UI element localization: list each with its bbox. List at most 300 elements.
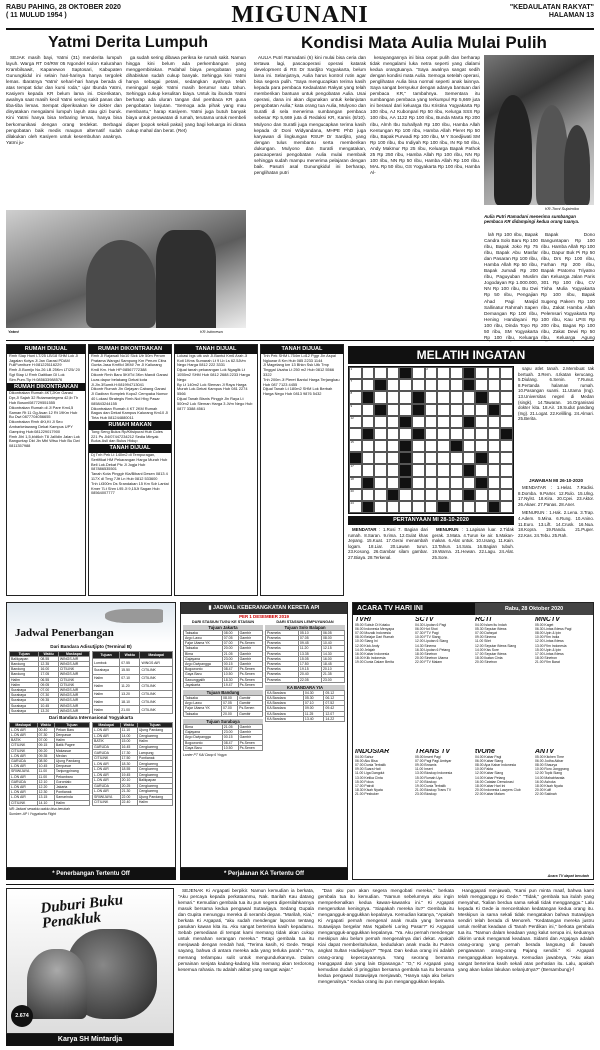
crossword-cell[interactable] xyxy=(475,379,488,391)
classified-heading: TANAH DIJUAL xyxy=(261,345,343,354)
crossword-cell[interactable] xyxy=(387,367,400,379)
crossword-cell[interactable] xyxy=(387,379,400,391)
crossword-cell xyxy=(399,464,412,476)
table-cell: 13.20 xyxy=(39,708,58,713)
tv-program: 17.00 Lintas iNews xyxy=(535,651,564,656)
crossword-cell-number: 15 xyxy=(350,440,354,444)
crossword-cell[interactable] xyxy=(412,379,425,391)
crossword-cell[interactable] xyxy=(425,501,438,513)
table-cell: 18.55 xyxy=(120,767,137,773)
crossword-cell[interactable] xyxy=(399,501,412,513)
article-aulia-col3: lah Rp 100 ribu, Bapak Candra Solo Baru Rp 100 ribu, Bapak Joko Rp 75 ribu, Bapak Abu Masfar dan Pasaran Rp 100 ribu, Hamba Allah Rp 50 ribu, Bapak Jumadi Rp 200 ribu, Paguyuban Muslim Jogodayan Rp 1.000.000, NN Rp 100 ribu, Bu Dwi Rp 50 ribu, Pengajian Ahad Pagi Masjid Sallinatur Rahmah Sapen Demangan Rp 100 ribu, Hening Handayani Rp 100 ribu, Dinda Toyo Rp 50 ribu, SM Yogyakarta Rp 100 ribu, Keluarga xyxy=(484,232,538,340)
table-cell: 08.47 xyxy=(222,667,238,672)
crossword-cell[interactable] xyxy=(349,404,362,416)
crossword-cell[interactable] xyxy=(475,501,488,513)
crossword-cell[interactable] xyxy=(488,379,501,391)
crossword-cell[interactable] xyxy=(374,428,387,440)
table-cell: 08.00 xyxy=(222,630,238,635)
crossword-cell[interactable] xyxy=(437,477,450,489)
table-cell: WINGS AIR xyxy=(58,662,89,667)
tv-program: 19.00 Dunia Dalam Berita xyxy=(355,659,394,664)
tv-channel-block xyxy=(535,617,591,745)
tv-footer: Acara TV dapat berubah xyxy=(547,873,589,878)
table-cell: Ujung Pandang xyxy=(54,759,89,764)
crossword-cell[interactable] xyxy=(450,391,463,403)
table-cell: Gambir xyxy=(238,630,262,635)
table-cell: L.ON AIR xyxy=(93,789,121,795)
table-cell: Pekanbaru xyxy=(54,774,89,779)
crossword-cell[interactable] xyxy=(450,428,463,440)
train-row xyxy=(184,706,263,711)
crossword-cell[interactable] xyxy=(500,464,513,476)
crossword-cell[interactable] xyxy=(425,440,438,452)
tv-program: 12.00 Kick Andy xyxy=(355,643,380,648)
tv-program: 07.00 Dahsyat xyxy=(475,631,497,636)
table-cell: 19.47 xyxy=(222,682,238,687)
table-cell: Prameks xyxy=(266,677,299,682)
classified-ad: Dijual tanah pekarangan Lok Ngaglik Lt 1055m2 SHM Hub 0812 2688 2233 Harga Nego xyxy=(177,367,250,382)
crossword-cell[interactable] xyxy=(463,391,476,403)
crossword-cell[interactable] xyxy=(425,391,438,403)
crossword-cell[interactable] xyxy=(412,440,425,452)
tv-program: 12.00 Seputar iNews Siang xyxy=(475,643,517,648)
crossword-cell[interactable] xyxy=(500,452,513,464)
crossword-cell[interactable] xyxy=(374,464,387,476)
flight-row xyxy=(93,706,173,714)
train-row xyxy=(266,701,345,706)
crossword-cell[interactable] xyxy=(437,367,450,379)
train-col-title-lempuyangan: DARI STASIUN LEMPUYANGAN xyxy=(276,619,334,624)
crossword-cell[interactable] xyxy=(425,404,438,416)
table-cell: 20.00 xyxy=(222,711,238,716)
crossword-cell[interactable] xyxy=(349,440,362,452)
crossword-cell[interactable] xyxy=(437,416,450,428)
crossword-cell[interactable] xyxy=(463,477,476,489)
crossword-cell[interactable] xyxy=(349,416,362,428)
crossword-cell[interactable] xyxy=(500,477,513,489)
crossword-cell[interactable] xyxy=(450,416,463,428)
crossword-cell[interactable] xyxy=(387,464,400,476)
crossword-cell[interactable] xyxy=(450,464,463,476)
table-cell: Denpasar xyxy=(54,764,89,769)
train-col-title-tugu: DARI STASIUN TUGU KE STASIUN xyxy=(191,619,255,624)
flight-row xyxy=(10,800,90,805)
crossword-cell[interactable] xyxy=(349,477,362,489)
table-cell: Bima xyxy=(184,725,223,730)
crossword-cell[interactable] xyxy=(500,416,513,428)
crossword-cell xyxy=(412,404,425,416)
table-cell: Cengkareng xyxy=(137,744,172,750)
article-aulia-col2: kesayangannya ini bisa cepat pulih dan berharap tidak mengalami luka netra seperti yang dialami kedua orangtuanya. "Saya awalnya sangat sedih dengan kondisi mata Aulia. Semoga setelah operasi, penglihatan Aulia bisa normal seperti anak lainnya. Saya sangat bersyukur dengan adanya bantuan dari pembaca KR," tambahnya. Sementara itu sumbangan pembaca yang terkumpul Rp 5,669 juta ini berasal dari keluarga Ibu Kristina Yogyakarta Rp 100 ribu, AJ Kubonpari Rp 50 ribu, Kelurga SSS Rp 100 ribu, AA 1122 Rp 100 ribu, Bunda Marta Rp 200 ribu, Almh Ibu Suhallyah Rp 100 ribu, Hamba Allah Kentungan Rp 100 ribu, Hamba Allah Pleret Rp 50 ribu, Bapak Purwadi Rp 100 ribu, M Y Soedjiwati SM Rp 100 ribu, Ibu Indiyah Rp 100 ribu, IN Rp 50 ribu, Andy Makmur Rp 25 ribu, Keluarga Bapak Pathok 25 Rp 250 ribu, Hamba Allah Rp 100 ribu, NN Rp 100 ribu, NN Rp 50 ribu, Hamba Allah Rp 100 ribu. MAL Rp 50 ribu, GS Yogyakarta Rp 100 ribu, Hamba Al- xyxy=(370,55,480,175)
tv-program: 06.00 Kabar Siang xyxy=(475,759,504,764)
article-aulia-col4: Bapak Dono Banguntapan Rp 100 ribu. Hamba Allah Rp 100 ribu, Dapur Buk Pi Rp 50 ribu, Drs Rp 100 ribu, Farhan Rp 200 ribu, Bapak Pratomo Triyatno dan Keluarga Jalan Paris 301 Rp 100 ribu, CV Tisha Mulia Yogyakarta Rp 100 ribu, Bapak Sugeng Pakem Rp 100 ribu, Zakat Hamba Allah Pelemsari Yogyakarta Rp 100 ribu, Kau LPIS Rp 200 ribu, Bagas Rp 100 ribu, Zakat Dewi Rp 50 ribu, Keluarga Agung xyxy=(541,232,595,340)
tv-program: 20.00 Sinetron xyxy=(475,659,498,664)
crossword-cell[interactable] xyxy=(374,501,387,513)
header-right xyxy=(510,4,594,20)
crossword-cell[interactable] xyxy=(349,489,362,501)
crossword-cell[interactable] xyxy=(437,404,450,416)
crossword-cell[interactable] xyxy=(437,379,450,391)
table-cell: L.ON AIR xyxy=(93,728,121,734)
crossword-cell[interactable] xyxy=(500,440,513,452)
tv-program: 05.30 Seputar iNews xyxy=(475,627,507,632)
tv-program: 13.00 Bioskop Indonesia xyxy=(415,771,453,776)
table-cell: Sawunggalih xyxy=(184,677,223,682)
crossword-cell[interactable] xyxy=(450,477,463,489)
crossword-cell[interactable] xyxy=(437,452,450,464)
table-cell: Argo Lawu xyxy=(184,635,223,640)
crossword-cell[interactable] xyxy=(488,440,501,452)
crossword-cell[interactable] xyxy=(412,416,425,428)
flight-table-left xyxy=(9,651,90,714)
crossword-cell[interactable] xyxy=(399,428,412,440)
crossword-cell[interactable] xyxy=(387,477,400,489)
crossword-cell[interactable] xyxy=(437,489,450,501)
crossword-cell[interactable] xyxy=(488,477,501,489)
tv-program: 04.00 Sahur xyxy=(355,755,374,760)
crossword-cell[interactable] xyxy=(425,489,438,501)
tv-program: 06.00 Jodha Akbar xyxy=(535,759,564,764)
table-cell: Prameks xyxy=(266,656,299,661)
classified-ad: Tnh Pek SHM L754m Ld12 Pggr Jln Aspal Ngluwar 8 Km Hub 085 2233 1144 xyxy=(263,352,336,363)
crossword-cell[interactable] xyxy=(349,379,362,391)
tv-program: 13.00 Ketika Cinta xyxy=(355,775,383,780)
table-cell: 12.30 xyxy=(37,790,54,795)
crossword-cell[interactable] xyxy=(362,379,375,391)
table-cell: Prameks xyxy=(266,667,299,672)
table-cell: Gambir xyxy=(238,646,262,651)
caption-aulia: Aulia Putri Ramadani menerima sumbangan pembaca KR didampingi kedua orang tuanya. xyxy=(484,214,580,225)
table-header: Maskapai xyxy=(93,722,121,728)
table-cell: Halim xyxy=(93,674,120,682)
tv-channel-block xyxy=(355,617,411,745)
crossword-cell[interactable] xyxy=(412,464,425,476)
crossword-cell[interactable] xyxy=(349,428,362,440)
crossword-cell[interactable] xyxy=(475,489,488,501)
illustration-figure xyxy=(27,949,87,1019)
train-table-jakarta xyxy=(183,630,263,688)
crossword-cell[interactable] xyxy=(437,440,450,452)
crossword-cell[interactable] xyxy=(488,416,501,428)
classified-ad: Bp Lt 140m2 Lok Sleman Jl Raya Harga Murah Lok.Dekat Kampus Hub 081 2274 5566 xyxy=(177,381,248,397)
table-cell: 17.50 xyxy=(298,661,321,666)
table-header: Tujuan xyxy=(54,722,89,727)
crossword-cell[interactable] xyxy=(425,464,438,476)
crossword-cell[interactable] xyxy=(349,464,362,476)
crossword-cell[interactable] xyxy=(374,367,387,379)
crossword-cell xyxy=(362,391,375,403)
article-aulia-col1: AULIA Putri Ramadani (6) kini mulai bisa ceria dan tertawa lagi, pascaoperasi operasi katarak development di RS Dr Sardjito Yogyakarta, belum lama ini. Selanjutnya, Aulia harus kontrol rutin agar bisa segera pulih. "Saya mengucapkan terima kasih kepada para pembaca Kedaulatan Rakyat yang telah memberikan bantuan untuk pengobatan Aulia. Usai operasi, dana ini akan digunakan untuk kelanjutan pengobatan Aulia," kata orang tua Aulia, Mulyono dan Suratli di sela menerima sumbangan pembaca sebesar Rp 5,669 juta di Redaksi KR, Kamis (8/10). Mulyono dan Suratli juga mengucapkan terima kasih kepada dr Doni Widyandana, MHPE PhD juga karyawan di lingkungan RSUP Dr Sardjito, yang dengan tulus membantu serta memberikan dukungan. Mulyono dan Suratli mengatakan, pascaoperasi pengobatan Aulia mulai membaik sehingga sudah mampu menerima pelajaran dengan baik. Pasutri asal Gunungkidul ini berharap, penglihatan putri xyxy=(254,55,366,175)
crossword-cell[interactable] xyxy=(387,428,400,440)
table-cell: 20.10 xyxy=(321,667,344,672)
table-cell: Gajayana xyxy=(184,656,223,661)
crossword-cell[interactable] xyxy=(412,367,425,379)
table-cell: CITILINK xyxy=(140,690,173,698)
crossword-cell[interactable] xyxy=(349,391,362,403)
train-row xyxy=(184,630,263,635)
table-cell: Gaya Baru xyxy=(184,745,223,750)
table-cell: 00.40 xyxy=(37,727,54,732)
table-cell: 09.35 xyxy=(37,753,54,758)
crossword-cell[interactable] xyxy=(362,464,375,476)
crossword-cell[interactable] xyxy=(362,416,375,428)
crossword-cell[interactable] xyxy=(412,501,425,513)
table-cell: L.ON AIR xyxy=(93,761,121,767)
crossword-cell[interactable] xyxy=(475,440,488,452)
flight-title: Jadwal Penerbangan xyxy=(15,627,114,639)
crossword-cell[interactable] xyxy=(399,489,412,501)
table-cell: 17.50 xyxy=(120,755,137,761)
train-row xyxy=(266,716,345,721)
crossword-cell-number: 7 xyxy=(350,379,353,384)
crossword-cell[interactable] xyxy=(488,489,501,501)
classified-ad: Dj Tnh Pek Lt 140m2 di Tempuragan, Sertifikat HM Pekarangan Harga Murah Hub Beli Lok.Dekat Ptc Jl Jogja Hub 087886535501 xyxy=(91,451,168,472)
table-cell: 22.00 xyxy=(120,794,137,800)
table-cell: 21.05 xyxy=(222,725,238,730)
train-row xyxy=(266,696,345,701)
table-cell: GARUDA xyxy=(93,744,121,750)
table-cell: Ps.Senen xyxy=(238,672,262,677)
flight-table-intl-right xyxy=(92,722,173,806)
crossword-cell[interactable] xyxy=(362,489,375,501)
table-cell: 13.35 xyxy=(298,651,321,656)
table-cell: Ps.Senen xyxy=(238,677,262,682)
table-cell: L.ON AIR xyxy=(10,753,38,758)
crossword-cell[interactable] xyxy=(387,440,400,452)
crossword-cell[interactable] xyxy=(450,501,463,513)
table-cell: Bogowonto xyxy=(184,740,223,745)
crossword-cell[interactable] xyxy=(412,477,425,489)
crossword-cell[interactable] xyxy=(437,464,450,476)
table-cell: CITILINK xyxy=(10,800,38,805)
table-cell: BATIK xyxy=(10,738,38,743)
train-row xyxy=(184,635,263,640)
table-cell: Balikpapan xyxy=(10,656,39,661)
crossword-cell[interactable] xyxy=(488,464,501,476)
crossword-cell[interactable] xyxy=(349,501,362,513)
crossword-cell[interactable] xyxy=(374,477,387,489)
classified-ad: Jl Magelang km 13 Bhkn Ssk Utk Tmp Tinggal Usaha Lt 250 m2 Hub 0812 5566 3322 xyxy=(263,362,335,377)
tv-program: 23.00 Bioskop xyxy=(415,791,437,796)
crossword-cell[interactable] xyxy=(425,416,438,428)
table-cell: L.ON AIR xyxy=(10,733,38,738)
article-yatmi-col2: ga sudah sering dibawa periksa ke rumah sakit. Namun hingga kini belum ada perkembangan yang menggembirakan. Padahal biaya pengobatan yang dihabiskan sudah cukup banyak. Sehingga kini Yatmi hanya sebagai petani, sedangkan ayahnya telah meninggal sejak Yatmi masih berumur satu tahun. Sehingga cukup kesulitan biaya. Untuk itu ibunda Yatmi berharap ada uluran tangan dari pembaca KR guna pengobatan lanjutan. "Semoga ada pihak yang mau membantu," harap Kasiyem. Yatmi juga butuh banyak biaya untuk perawatan di rumah, terutama untuk membeli diaper (popok sekali pakai) yang bagi keluarga ini dirasa cukup mahal dan berat. (Ret) xyxy=(126,55,246,133)
crossword-cell[interactable] xyxy=(475,464,488,476)
table-cell: 19.15 xyxy=(298,667,321,672)
table-cell: CITILINK xyxy=(140,667,173,675)
tv-program: 22.00 Sakinah xyxy=(535,791,557,796)
table-cell: L.ON AIR xyxy=(93,778,121,784)
crossword-cell[interactable] xyxy=(450,489,463,501)
crossword-cell[interactable] xyxy=(463,440,476,452)
table-cell: 20.25 xyxy=(120,783,137,789)
table-cell: 20.40 xyxy=(298,672,321,677)
crossword-cell[interactable] xyxy=(475,367,488,379)
crossword-cell[interactable] xyxy=(349,367,362,379)
table-cell: CITILINK xyxy=(140,698,173,706)
crossword-cell[interactable] xyxy=(500,391,513,403)
table-cell: WINGS AIR xyxy=(140,659,173,667)
crossword-cell[interactable] xyxy=(463,452,476,464)
table-cell: Fajar Utama YK xyxy=(184,641,223,646)
table-cell: Argo Lawu xyxy=(184,701,222,706)
crossword-cell[interactable] xyxy=(387,391,400,403)
flight-subtitle-adisutjipto: Dari Bandara Adisutjipto (Terminal B) xyxy=(50,644,132,649)
tv-program: 10.00 Siang Ini xyxy=(355,639,378,644)
crossword-cell[interactable] xyxy=(450,452,463,464)
table-cell: 17.30 xyxy=(120,750,137,756)
crossword-cell[interactable] xyxy=(475,404,488,416)
crossword-cell[interactable] xyxy=(387,452,400,464)
tv-program: 10.00 Roro Jonggrang xyxy=(535,767,569,772)
crossword-cell[interactable] xyxy=(425,452,438,464)
crossword-cell[interactable] xyxy=(374,489,387,501)
table-cell: Bandung xyxy=(10,662,39,667)
train-row xyxy=(266,677,345,682)
table-cell: 15.05 xyxy=(298,656,321,661)
crossword-cell[interactable] xyxy=(450,367,463,379)
table-cell: Gambir xyxy=(238,730,262,735)
crossword-cell[interactable] xyxy=(463,428,476,440)
table-cell: Cengkareng xyxy=(137,783,172,789)
crossword-cell[interactable] xyxy=(437,391,450,403)
crossword-cell[interactable] xyxy=(500,367,513,379)
table-cell: 08.00 xyxy=(222,696,238,701)
table-cell: Medan xyxy=(54,753,89,758)
crossword-cell[interactable] xyxy=(488,391,501,403)
tv-program: 22.00 Kabar Malam xyxy=(475,791,505,796)
table-cell: 06.55 xyxy=(39,677,58,682)
article-yatmi-col1: SEJAK masih bayi, Yatmi (31) menderita lumpuh layuh. Warga RT 04/RW 05 Ngondel Kulon Kalurahan Krambilsawit, Kapanewon Saptosari, Kabupaten Gunungkidul ini selain hari-harinya hanya tergolek lemas. Ibaratnya 'Yatmi' sehari-hari hanya berada di atas tempat tidur dan kursi roda," ujar Ibunda Yatmi, Kasiyem kepada KR belum lama ini. Dicerikatan, awalnya saat masih kecil Yatmi sering sakit panas dan tiba-tiba lemas. Sempat diperiksakan ke dokter dan dinyatakan mengalami lumpuh layuh atau gizi buruk. Kini Yatmi hanya bisa terbaring lemas, hanya bisa berkomunikasi dengan orang terdekat. Berbagai pengobatan baik medis maupun alternatif sudah dilakukan oleh Kasiyem untuk kesembuhan anaknya. Yatmi ju- xyxy=(6,55,122,145)
train-table-yia xyxy=(265,690,345,722)
table-cell: Pontianak xyxy=(137,755,172,761)
table-cell: Gambir xyxy=(238,701,263,706)
crossword-cell xyxy=(475,452,488,464)
crossword-cell[interactable] xyxy=(399,379,412,391)
flight-table-intl-left xyxy=(9,722,90,806)
table-cell: Taksaka xyxy=(184,711,222,716)
issue-date: RABU PAHING, 28 OKTOBER 2020 xyxy=(6,4,121,11)
tv-program: 06.00 Hot Shot xyxy=(415,627,438,632)
flight-row xyxy=(93,690,173,698)
tv-program: 18.00 Sinetron xyxy=(415,651,438,656)
crossword-cell[interactable] xyxy=(463,501,476,513)
crossword-cell[interactable] xyxy=(374,452,387,464)
crossword-cell[interactable] xyxy=(488,428,501,440)
crossword-cell[interactable] xyxy=(362,440,375,452)
table-cell: L.ON AIR xyxy=(10,790,38,795)
crossword-cell[interactable] xyxy=(463,404,476,416)
train-footer: * Perjalanan KA Tertentu Off xyxy=(180,868,348,880)
tv-program: 22.00 FTV Malam xyxy=(415,659,442,664)
table-cell: 18.10 xyxy=(120,698,140,706)
crossword-cell[interactable] xyxy=(500,489,513,501)
crossword-cell[interactable] xyxy=(387,501,400,513)
crossword-cell[interactable] xyxy=(362,367,375,379)
newspaper-motto: "KEDAULATAN RAKYAT" xyxy=(509,4,594,11)
crossword-cell[interactable] xyxy=(412,489,425,501)
table-cell: 12.35 xyxy=(39,662,58,667)
table-cell: 13.20 xyxy=(120,690,140,698)
table-cell: Gambir xyxy=(238,711,263,716)
table-cell: WINGS AIR xyxy=(58,703,89,708)
crossword-cell[interactable] xyxy=(399,404,412,416)
table-cell: 08.00 xyxy=(321,635,344,640)
crossword-cell[interactable] xyxy=(475,428,488,440)
crossword-cell[interactable] xyxy=(500,404,513,416)
crossword-cell[interactable] xyxy=(450,404,463,416)
table-cell: Ujung Pandang xyxy=(137,728,172,734)
crossword-cell[interactable] xyxy=(374,416,387,428)
table-cell: CITILINK xyxy=(58,677,89,682)
tts-question-title: PERTANYAAN MI 28-10-2020 xyxy=(348,516,514,525)
tv-channel-block xyxy=(535,749,591,877)
table-cell: Argo Dwipangga xyxy=(184,735,223,740)
tv-program: 14.00 Jelajah xyxy=(355,647,376,652)
crossword-cell[interactable] xyxy=(425,379,438,391)
crossword-cell[interactable] xyxy=(425,477,438,489)
tv-program: 18.30 Kisah Nyata xyxy=(355,787,383,792)
crossword-cell[interactable] xyxy=(374,391,387,403)
crossword-cell[interactable] xyxy=(387,404,400,416)
table-cell: Fajar Utama YK xyxy=(184,706,222,711)
table-cell: 07.05 xyxy=(222,635,238,640)
crossword-cell xyxy=(387,489,400,501)
tv-program: 09.00 Brownis xyxy=(415,763,437,768)
flight-schedule xyxy=(6,602,176,868)
table-cell: Gaya Baru xyxy=(184,672,223,677)
crossword-cell[interactable] xyxy=(412,452,425,464)
channel-logo: RCTI xyxy=(475,617,492,623)
crossword-cell[interactable] xyxy=(374,440,387,452)
classified-ad: Dijual Tanah Bisnis Pinggir Jln Raya Lt 500m2 Lok Sleman Harga 3 Jt/m Nego Hub 0877 3388 4561 xyxy=(177,395,253,411)
crossword-cell[interactable] xyxy=(500,379,513,391)
crossword-cell[interactable] xyxy=(399,391,412,403)
crossword-cell[interactable] xyxy=(362,404,375,416)
crossword-cell[interactable] xyxy=(437,428,450,440)
crossword-cell[interactable] xyxy=(488,452,501,464)
crossword-cell[interactable] xyxy=(450,379,463,391)
crossword-cell[interactable] xyxy=(425,428,438,440)
table-cell: Surabaya xyxy=(10,693,39,698)
table-cell: 11.20 xyxy=(298,646,321,651)
crossword-cell[interactable] xyxy=(387,416,400,428)
tv-program: 20.00 Indonesia Lawyers Club xyxy=(475,787,521,792)
table-cell: 14.00 xyxy=(120,733,137,739)
crossword-cell xyxy=(399,416,412,428)
table-cell: 00.15 xyxy=(222,735,238,740)
article-title-aulia: Kondisi Mata Aulia Mulai Pulih xyxy=(301,33,547,52)
masthead-title: MIGUNANI xyxy=(231,2,369,28)
table-header: Waktu xyxy=(39,651,58,656)
crossword-cell[interactable] xyxy=(500,501,513,513)
table-cell: 21.30 xyxy=(120,789,137,795)
table-cell: 06.05 xyxy=(321,630,344,635)
section-rule xyxy=(6,884,594,885)
train-row xyxy=(184,656,263,661)
crossword-cell[interactable] xyxy=(425,367,438,379)
table-cell: 09.20 xyxy=(37,748,54,753)
crossword-cell[interactable] xyxy=(475,416,488,428)
crossword-grid[interactable] xyxy=(348,366,514,514)
table-cell: L.ON AIR xyxy=(10,795,38,800)
crossword-cell[interactable] xyxy=(488,367,501,379)
table-cell: Ps.Senen xyxy=(238,641,262,646)
crossword-cell[interactable] xyxy=(362,452,375,464)
flight-row xyxy=(93,800,173,806)
flight-banner xyxy=(7,603,175,643)
table-cell: KA Bandara xyxy=(266,711,304,716)
